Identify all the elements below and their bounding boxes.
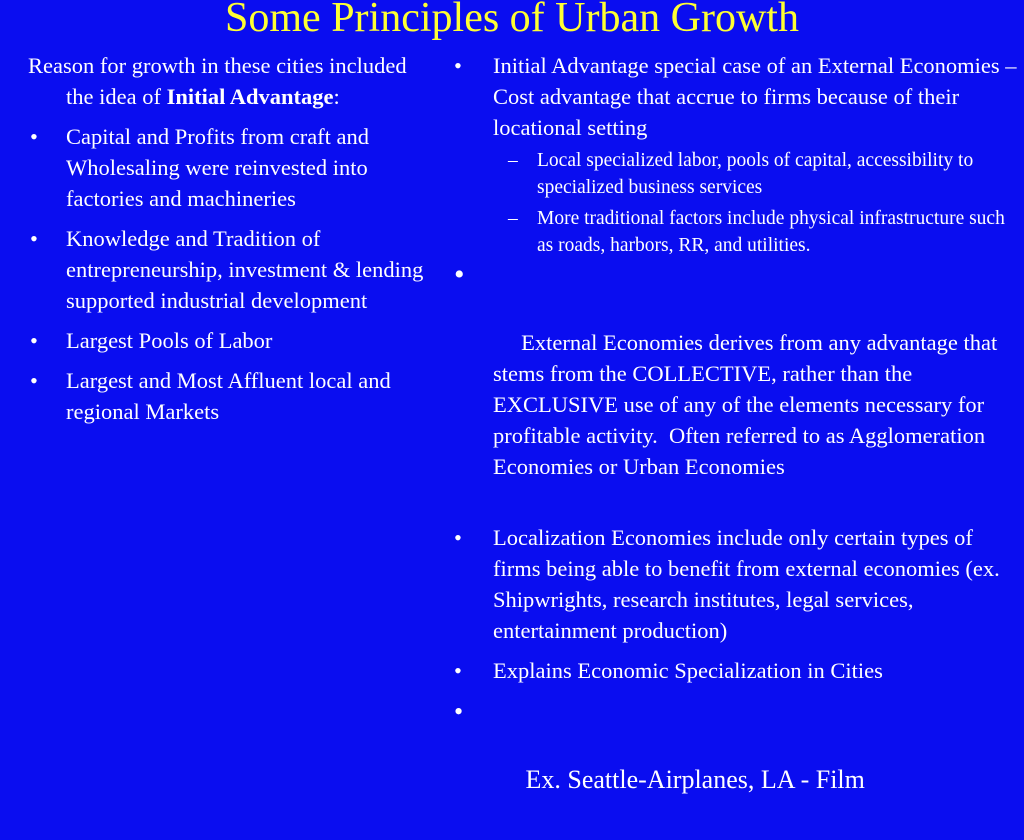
right-bullet-text: Ex. Seattle-Airplanes, LA - Film: [519, 765, 865, 794]
bullet-icon: •: [30, 328, 38, 353]
left-bullet-text: Capital and Profits from craft and Wholesaling were reinvested into factories and machineries: [66, 124, 370, 211]
intro-bold-term: Initial Advantage: [166, 84, 334, 109]
right-bullet-text: External Economies derives from any advantage that stems from the COLLECTIVE, rather than the EXCLUSIVE use of any of the elements necessary for profitable activity. Often referred to as Agglomeration Economies or Urban Economies: [493, 330, 1003, 479]
intro-text: Reason for growth in these cities included the idea of: [28, 53, 407, 109]
sub-bullet-text: Local specialized labor, pools of capital, accessibility to specialized business services: [537, 150, 974, 198]
intro-suffix: :: [333, 84, 340, 109]
left-bullet-text: Largest and Most Affluent local and regional Markets: [66, 368, 391, 424]
right-bullet-item: [452, 695, 1018, 831]
right-bullet-item: [452, 50, 1018, 143]
bullet-icon: •: [454, 53, 462, 78]
bullet-icon: •: [30, 226, 38, 251]
intro-paragraph: [28, 50, 428, 112]
left-bullet-item: [28, 325, 428, 356]
bullet-icon: •: [454, 697, 464, 726]
right-bullet-text: Localization Economies include only certain types of firms being able to benefit from external economies (ex. Shipwrights, research institutes, legal services, entertainment production): [493, 525, 1000, 643]
right-bullet-item: [452, 655, 1018, 686]
right-bullet-item: [452, 258, 1018, 513]
left-bullet-text: Knowledge and Tradition of entrepreneurship, investment & lending supported industrial development: [66, 226, 424, 313]
left-bullet-text: Largest Pools of Labor: [66, 328, 273, 353]
sub-bullet-item: [452, 147, 1018, 201]
right-bullet-item: [452, 522, 1018, 646]
bullet-icon: •: [454, 258, 465, 291]
slide-title: Some Principles of Urban Growth: [225, 0, 799, 41]
left-bullet-item: [28, 223, 428, 316]
left-column: [28, 50, 428, 436]
left-bullet-item: [28, 121, 428, 214]
right-bullet-text: Explains Economic Specialization in Cities: [493, 658, 883, 683]
dash-icon: –: [508, 208, 518, 229]
right-column: [452, 50, 1018, 840]
right-bullet-text: Initial Advantage special case of an External Economies – Cost advantage that accrue to firms because of their locational setting: [493, 53, 1017, 140]
bullet-icon: •: [454, 658, 462, 683]
left-bullet-item: [28, 365, 428, 427]
bullet-icon: •: [30, 368, 38, 393]
sub-bullet-item: [452, 205, 1018, 259]
sub-bullet-text: More traditional factors include physical infrastructure such as roads, harbors, RR, and utilities.: [537, 208, 1005, 256]
bullet-icon: •: [30, 124, 38, 149]
dash-icon: –: [508, 150, 518, 171]
sub-bullet-list: [452, 147, 1018, 259]
bullet-icon: •: [454, 525, 462, 550]
